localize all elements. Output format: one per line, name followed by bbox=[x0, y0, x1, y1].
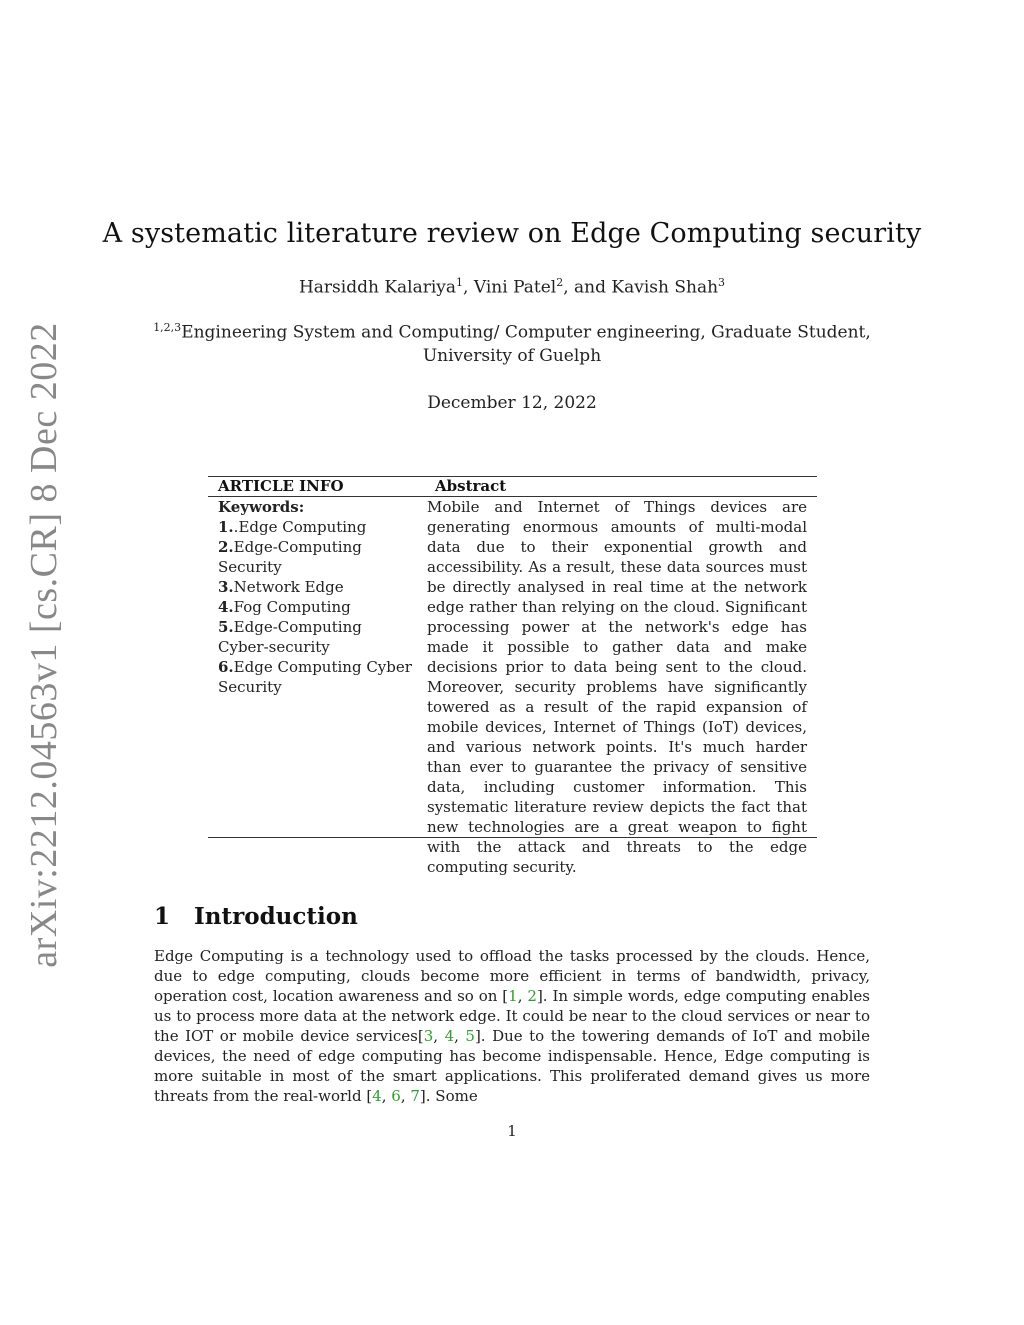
keywords-label: Keywords: bbox=[218, 498, 305, 516]
keyword-number: 2. bbox=[218, 538, 234, 556]
keyword-text: Edge-Computing Cyber-security bbox=[218, 618, 362, 656]
paragraph-text: , bbox=[381, 1087, 392, 1105]
citation-link[interactable]: 7 bbox=[410, 1087, 420, 1105]
paragraph-text: ]. Some bbox=[419, 1087, 478, 1105]
keyword-item bbox=[218, 597, 414, 617]
author-affiliation-mark: 2 bbox=[556, 276, 564, 289]
abstract-heading: Abstract bbox=[435, 477, 507, 495]
keyword-item bbox=[218, 617, 414, 657]
intro-paragraph bbox=[154, 946, 870, 1106]
author-affiliation-mark: 1 bbox=[456, 276, 464, 289]
keyword-number: 5. bbox=[218, 618, 234, 636]
author-separator: , and bbox=[563, 277, 612, 298]
paper-title: A systematic literature review on Edge Computing security bbox=[102, 218, 922, 249]
keyword-item bbox=[218, 657, 414, 697]
author-affiliation-mark: 3 bbox=[718, 276, 726, 289]
paragraph-text: , bbox=[400, 1087, 411, 1105]
table-rule-bottom bbox=[208, 837, 817, 838]
publication-date: December 12, 2022 bbox=[427, 393, 597, 413]
keyword-number: 4. bbox=[218, 598, 234, 616]
keyword-item bbox=[218, 537, 414, 577]
affiliation-mark: 1,2,3 bbox=[153, 321, 182, 334]
paragraph-text: , bbox=[454, 1027, 466, 1045]
paragraph-text: Edge Computing is a technology used to offload the tasks processed by the clouds. Hence, due to edge computing, clouds become more efficient in terms of bandwidth, privacy, operation cost, location awareness and so on [ bbox=[154, 947, 870, 1005]
author-list bbox=[0, 276, 1024, 298]
keyword-item bbox=[218, 517, 414, 537]
author-separator: , bbox=[463, 277, 474, 298]
paragraph-text: ]. Due to the towering demands of IoT and mobile devices, the need of edge computing has become indispensable. Hence, Edge computing is more suitable in most of the smart applications. This proliferated demand gives us more threats from the real-world [ bbox=[154, 1027, 870, 1105]
page-number: 1 bbox=[507, 1122, 517, 1140]
citation-link[interactable]: 2 bbox=[527, 987, 537, 1005]
keyword-text: Network Edge bbox=[233, 578, 344, 596]
keyword-text: .Edge Computing bbox=[233, 518, 367, 536]
paragraph-text: , bbox=[517, 987, 528, 1005]
article-info-heading: ARTICLE INFO bbox=[218, 477, 344, 495]
keyword-text: Edge-Computing Security bbox=[218, 538, 362, 576]
author-name: Harsiddh Kalariya bbox=[298, 277, 457, 298]
keywords-list bbox=[218, 497, 414, 697]
affiliation bbox=[150, 316, 874, 368]
citation-link[interactable]: 4 bbox=[444, 1027, 455, 1045]
keyword-item bbox=[218, 577, 414, 597]
keyword-number: 1. bbox=[218, 518, 234, 536]
citation-link[interactable]: 3 bbox=[423, 1027, 434, 1045]
citation-link[interactable]: 6 bbox=[391, 1087, 401, 1105]
affiliation-line: Engineering System and Computing/ Computer engineering, Graduate Student, bbox=[181, 322, 871, 343]
citation-link[interactable]: 1 bbox=[508, 987, 518, 1005]
author-name: Vini Patel bbox=[473, 277, 557, 298]
keyword-number: 3. bbox=[218, 578, 234, 596]
keyword-text: Edge Computing Cyber Security bbox=[218, 658, 412, 696]
section-title: Introduction bbox=[194, 903, 358, 930]
keyword-number: 6. bbox=[218, 658, 234, 676]
citation-link[interactable]: 4 bbox=[372, 1087, 382, 1105]
paragraph-text: , bbox=[433, 1027, 445, 1045]
abstract-body: Mobile and Internet of Things devices are generating enormous amounts of multi-modal data due to their exponential growth and accessibility. As a result, these data sources must be directly analysed in real time at the network edge rather than relying on the cloud. Significant processing power at the network's edge has made it possible to gather data and make decisions prior to data being sent to the cloud. Moreover, security problems have significantly towered as a result of the rapid expansion of mobile devices, Internet of Things (IoT) devices, and various network points. It's much harder than ever to guarantee the privacy of sensitive data, including customer information. This systematic literature review depicts the fact that new technologies are a great weapon to fight with the attack and threats to the edge computing security. bbox=[427, 498, 807, 876]
citation-link[interactable]: 5 bbox=[465, 1027, 475, 1045]
article-info-table bbox=[208, 476, 817, 876]
section-number: 1 bbox=[154, 903, 171, 930]
paragraph-text: ]. In simple words, edge computing enables us to process more data at the network edge. It could be near to the cloud services or near to the IOT or mobile device services[ bbox=[154, 987, 870, 1045]
keyword-text: Fog Computing bbox=[233, 598, 351, 616]
arxiv-identifier: arXiv:2212.04563v1 [cs.CR] 8 Dec 2022 bbox=[23, 322, 65, 968]
author-name: Kavish Shah bbox=[611, 277, 719, 298]
affiliation-line: University of Guelph bbox=[422, 345, 602, 366]
section-heading bbox=[154, 903, 358, 930]
